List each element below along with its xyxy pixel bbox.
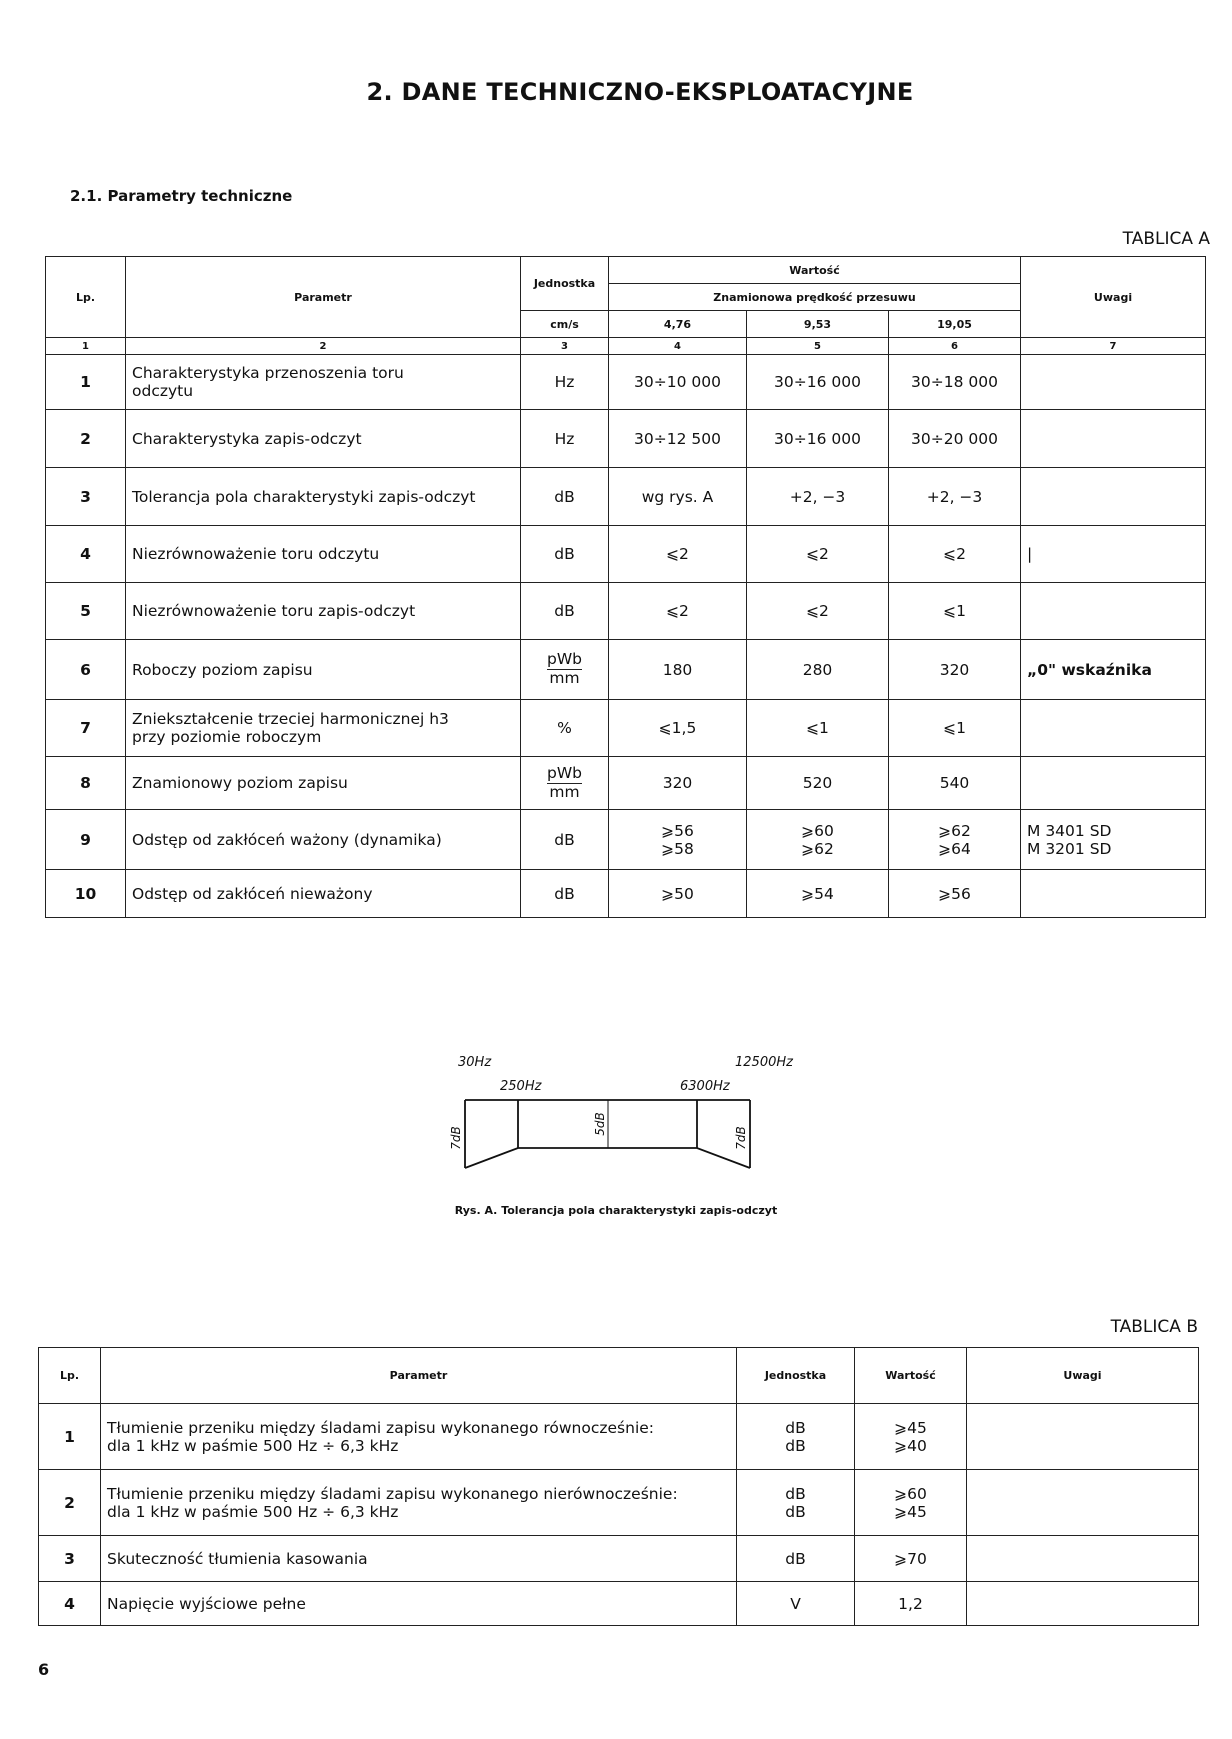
- row-value: 30÷18 000: [889, 355, 1021, 410]
- row-unit: V: [737, 1582, 855, 1626]
- value-line: ⩾40: [894, 1436, 927, 1455]
- unit-line: dB: [785, 1418, 806, 1437]
- table-row: [39, 1536, 1199, 1582]
- row-unit: [737, 1404, 855, 1470]
- table-b: [38, 1347, 1199, 1626]
- value-line: ⩾62: [801, 839, 834, 858]
- row-param: Odstęp od zakłóceń nieważony: [126, 870, 521, 918]
- row-note: [967, 1470, 1199, 1536]
- param-line: Tłumienie przeniku między śladami zapisu wykonanego nierównocześnie:: [107, 1484, 678, 1503]
- col-number: 6: [889, 338, 1021, 355]
- row-value: 180: [609, 640, 747, 700]
- row-value: 320: [609, 757, 747, 810]
- row-unit: Hz: [521, 410, 609, 468]
- row-note: [967, 1536, 1199, 1582]
- row-lp: 8: [46, 757, 126, 810]
- label-5db: 5dB: [593, 1112, 607, 1136]
- row-param: [101, 1470, 737, 1536]
- row-param: Skuteczność tłumienia kasowania: [101, 1536, 737, 1582]
- table-b-label: TABLICA B: [1110, 1317, 1198, 1337]
- unit-fraction: [547, 765, 582, 802]
- unit-numerator: pWb: [546, 650, 582, 669]
- header-speed-3: 19,05: [889, 311, 1021, 338]
- row-value: [747, 810, 889, 870]
- col-number: 4: [609, 338, 747, 355]
- note-line: M 3401 SD: [1027, 821, 1112, 840]
- header-uwagi: Uwagi: [967, 1348, 1199, 1404]
- value-line: ⩾56: [661, 821, 694, 840]
- table-row: [46, 526, 1206, 583]
- col-number: 1: [46, 338, 126, 355]
- value-line: ⩾64: [938, 839, 971, 858]
- row-value: [889, 810, 1021, 870]
- row-value: ⩽2: [609, 526, 747, 583]
- row-param: Charakterystyka zapis-odczyt: [126, 410, 521, 468]
- row-lp: 3: [39, 1536, 101, 1582]
- header-lp: Lp.: [46, 257, 126, 338]
- value-line: ⩾62: [938, 821, 971, 840]
- param-line: przy poziomie roboczym: [132, 728, 322, 746]
- table-row: [46, 757, 1206, 810]
- param-line: Tłumienie przeniku między śladami zapisu wykonanego równocześnie:: [107, 1418, 655, 1437]
- row-param: Niezrównoważenie toru zapis-odczyt: [126, 583, 521, 640]
- row-lp: 2: [46, 410, 126, 468]
- row-param: Napięcie wyjściowe pełne: [101, 1582, 737, 1626]
- row-value: [855, 1470, 967, 1536]
- col-number: 5: [747, 338, 889, 355]
- unit-fraction: [547, 651, 582, 688]
- row-value: +2, −3: [889, 468, 1021, 526]
- table-a-label: TABLICA A: [1122, 229, 1210, 249]
- label-7db-left: 7dB: [449, 1126, 463, 1150]
- row-note: [967, 1404, 1199, 1470]
- row-param: Tolerancja pola charakterystyki zapis-odczyt: [126, 468, 521, 526]
- value-line: ⩾45: [894, 1418, 927, 1437]
- value-line: ⩾45: [894, 1502, 927, 1521]
- row-unit: dB: [521, 810, 609, 870]
- row-note: [1021, 355, 1206, 410]
- label-30hz: 30Hz: [458, 1055, 492, 1070]
- row-lp: 5: [46, 583, 126, 640]
- row-unit: dB: [521, 583, 609, 640]
- header-jednostka: Jednostka: [521, 257, 609, 311]
- row-value: ⩾70: [855, 1536, 967, 1582]
- label-250hz: 250Hz: [500, 1079, 542, 1094]
- row-unit: [737, 1470, 855, 1536]
- figure-caption: Rys. A. Tolerancja pola charakterystyki zapis-odczyt: [454, 1204, 778, 1217]
- table-row: [46, 583, 1206, 640]
- row-note: [1021, 870, 1206, 918]
- row-note: |: [1021, 526, 1206, 583]
- param-line: odczytu: [132, 382, 194, 400]
- row-lp: 3: [46, 468, 126, 526]
- row-unit: dB: [521, 526, 609, 583]
- header-predkosc: Znamionowa prędkość przesuwu: [609, 284, 1021, 311]
- row-value: [855, 1404, 967, 1470]
- unit-denominator: mm: [549, 782, 580, 801]
- row-lp: 9: [46, 810, 126, 870]
- row-lp: 6: [46, 640, 126, 700]
- row-lp: 4: [46, 526, 126, 583]
- table-row: [46, 810, 1206, 870]
- row-note: [1021, 410, 1206, 468]
- header-wartosc: Wartość: [855, 1348, 967, 1404]
- label-7db-right: 7dB: [734, 1126, 748, 1150]
- row-value: ⩽2: [889, 526, 1021, 583]
- row-value: ⩾54: [747, 870, 889, 918]
- row-unit: dB: [521, 870, 609, 918]
- row-unit: [521, 640, 609, 700]
- row-lp: 7: [46, 700, 126, 757]
- row-unit: %: [521, 700, 609, 757]
- row-value: ⩾50: [609, 870, 747, 918]
- unit-line: dB: [785, 1502, 806, 1521]
- row-param: Odstęp od zakłóceń ważony (dynamika): [126, 810, 521, 870]
- row-value: ⩽2: [609, 583, 747, 640]
- value-line: ⩾60: [894, 1484, 927, 1503]
- row-note: [1021, 700, 1206, 757]
- table-row: [46, 355, 1206, 410]
- table-row: [46, 700, 1206, 757]
- row-param: Znamionowy poziom zapisu: [126, 757, 521, 810]
- row-note: [967, 1582, 1199, 1626]
- page-title: 2. DANE TECHNICZNO-EKSPLOATACYJNE: [366, 78, 914, 106]
- value-line: ⩾58: [661, 839, 694, 858]
- row-unit: Hz: [521, 355, 609, 410]
- section-title: 2.1. Parametry techniczne: [70, 187, 293, 205]
- table-row: [39, 1582, 1199, 1626]
- unit-line: dB: [785, 1484, 806, 1503]
- header-parametr: Parametr: [126, 257, 521, 338]
- row-unit: [521, 757, 609, 810]
- row-value: 30÷20 000: [889, 410, 1021, 468]
- row-value: +2, −3: [747, 468, 889, 526]
- header-lp: Lp.: [39, 1348, 101, 1404]
- header-unit-cms: cm/s: [521, 311, 609, 338]
- label-6300hz: 6300Hz: [680, 1079, 730, 1094]
- row-value: 30÷16 000: [747, 410, 889, 468]
- row-value: wg rys. A: [609, 468, 747, 526]
- header-uwagi: Uwagi: [1021, 257, 1206, 338]
- note-line: M 3201 SD: [1027, 839, 1112, 858]
- row-param: Roboczy poziom zapisu: [126, 640, 521, 700]
- row-value: 280: [747, 640, 889, 700]
- tolerance-figure: [430, 1048, 830, 1198]
- row-note: [1021, 810, 1206, 870]
- table-row: [46, 468, 1206, 526]
- table-row: [46, 870, 1206, 918]
- label-12500hz: 12500Hz: [735, 1055, 793, 1070]
- table-row: [39, 1404, 1199, 1470]
- table-row: [46, 640, 1206, 700]
- row-param: Niezrównoważenie toru odczytu: [126, 526, 521, 583]
- row-param: [126, 355, 521, 410]
- row-lp: 2: [39, 1470, 101, 1536]
- table-row: [46, 410, 1206, 468]
- lower-bound-line: [465, 1148, 750, 1168]
- param-line: dla 1 kHz w paśmie 500 Hz ÷ 6,3 kHz: [107, 1502, 399, 1521]
- row-lp: 10: [46, 870, 126, 918]
- param-line: Zniekształcenie trzeciej harmonicznej h3: [132, 710, 449, 728]
- header-wartosc: Wartość: [609, 257, 1021, 284]
- header-parametr: Parametr: [101, 1348, 737, 1404]
- row-param: [101, 1404, 737, 1470]
- row-value: ⩾56: [889, 870, 1021, 918]
- row-value: 540: [889, 757, 1021, 810]
- header-speed-2: 9,53: [747, 311, 889, 338]
- row-value: ⩽1,5: [609, 700, 747, 757]
- page-number: 6: [38, 1660, 50, 1679]
- row-lp: 4: [39, 1582, 101, 1626]
- row-value: ⩽2: [747, 583, 889, 640]
- param-line: dla 1 kHz w paśmie 500 Hz ÷ 6,3 kHz: [107, 1436, 399, 1455]
- row-note: „0" wskaźnika: [1021, 640, 1206, 700]
- row-param: [126, 700, 521, 757]
- row-value: 30÷16 000: [747, 355, 889, 410]
- row-note: [1021, 757, 1206, 810]
- table-row: [39, 1470, 1199, 1536]
- row-value: 320: [889, 640, 1021, 700]
- row-value: 1,2: [855, 1582, 967, 1626]
- row-value: ⩽1: [889, 700, 1021, 757]
- row-value: 30÷10 000: [609, 355, 747, 410]
- unit-line: dB: [785, 1436, 806, 1455]
- header-jednostka: Jednostka: [737, 1348, 855, 1404]
- row-value: [609, 810, 747, 870]
- row-value: ⩽1: [747, 700, 889, 757]
- row-value: 520: [747, 757, 889, 810]
- row-value: 30÷12 500: [609, 410, 747, 468]
- header-speed-1: 4,76: [609, 311, 747, 338]
- unit-denominator: mm: [549, 669, 580, 687]
- value-line: ⩾60: [801, 821, 834, 840]
- table-a: [45, 256, 1206, 918]
- row-note: [1021, 583, 1206, 640]
- row-lp: 1: [46, 355, 126, 410]
- param-line: Charakterystyka przenoszenia toru: [132, 364, 404, 382]
- row-value: ⩽1: [889, 583, 1021, 640]
- row-lp: 1: [39, 1404, 101, 1470]
- row-unit: dB: [521, 468, 609, 526]
- row-note: [1021, 468, 1206, 526]
- col-number: 2: [126, 338, 521, 355]
- row-unit: dB: [737, 1536, 855, 1582]
- col-number: 7: [1021, 338, 1206, 355]
- unit-numerator: pWb: [546, 763, 582, 782]
- col-number: 3: [521, 338, 609, 355]
- row-value: ⩽2: [747, 526, 889, 583]
